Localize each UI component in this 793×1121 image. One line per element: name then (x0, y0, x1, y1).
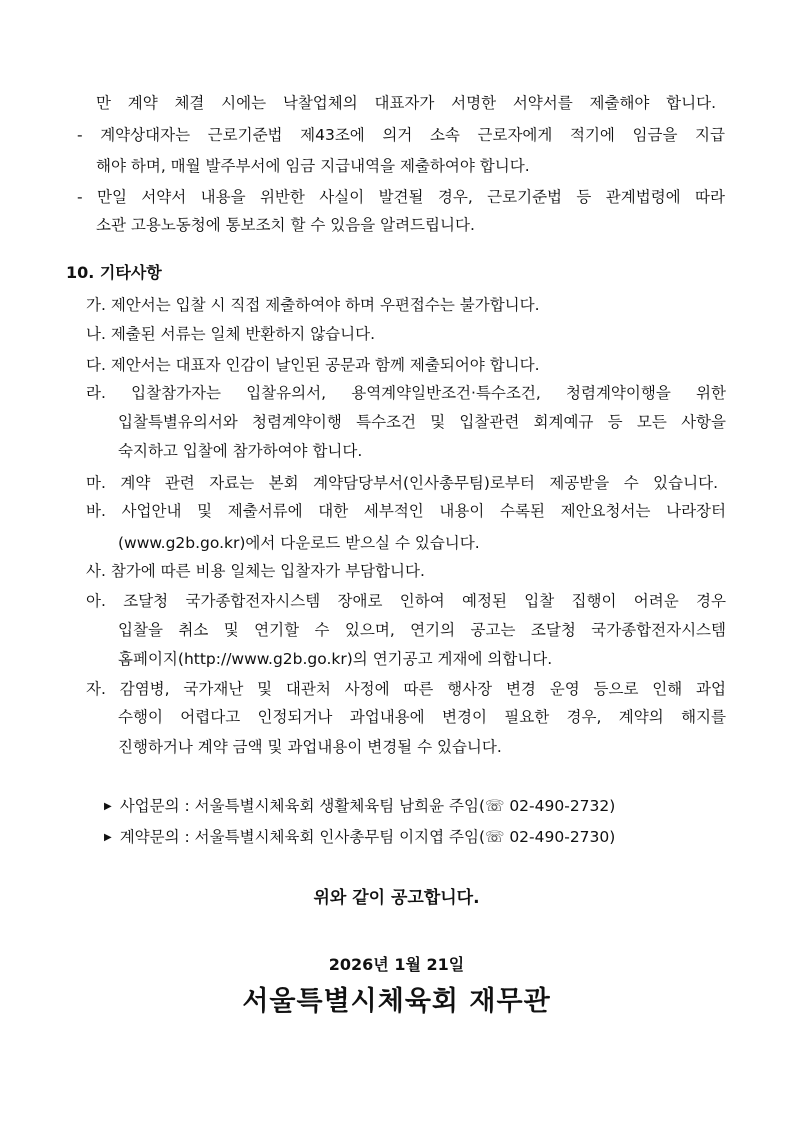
item-a-line-3: 홈페이지(http://www.g2b.go.kr)의 연기공고 게재에 의합니다. (118, 650, 553, 668)
intro-line-2: - 계약상대자는 근로기준법 제43조에 의거 소속 근로자에게 적기에 임금을 지급 (77, 126, 725, 144)
item-ma: 마. 계약 관련 자료는 본회 계약담당부서(인사총무팀)로부터 제공받을 수 있습니다. (86, 474, 718, 492)
announcement-date: 2026년 1월 21일 (328, 955, 465, 974)
closing-statement: 위와 같이 공고합니다. (313, 888, 480, 908)
contact-contract-text: 계약문의 : 서울특별시체육회 인사총무팀 이지엽 주임(☏ 02-490-2730) (119, 828, 616, 846)
item-a-line-2: 입찰을 취소 및 연기할 수 있으며, 연기의 공고는 조달청 국가종합전자시스템 (118, 621, 726, 639)
item-ra-line-3: 숙지하고 입찰에 참가하여야 합니다. (118, 442, 363, 460)
intro-line-3: 해야 하며, 매월 발주부서에 임금 지급내역을 제출하여야 합니다. (96, 157, 530, 175)
contact-business-text: 사업문의 : 서울특별시체육회 생활체육팀 남희윤 주임(☏ 02-490-2732) (119, 797, 616, 815)
item-ja-line-3: 진행하거나 계약 금액 및 과업내용이 변경될 수 있습니다. (118, 738, 502, 756)
triangle-right-icon: ▶ (104, 832, 112, 843)
intro-line-5: 소관 고용노동청에 통보조치 할 수 있음을 알려드립니다. (96, 216, 475, 234)
contact-contract (104, 827, 615, 848)
issuing-organization: 서울특별시체육회 재무관 (242, 986, 551, 1017)
intro-line-4: - 만일 서약서 내용을 위반한 사실이 발견될 경우, 근로기준법 등 관계법령에 따라 (77, 188, 725, 206)
contact-business (104, 796, 615, 817)
section-heading: 10. 기타사항 (66, 263, 162, 282)
item-ba-line-2: (www.g2b.go.kr)에서 다운로드 받으실 수 있습니다. (118, 534, 480, 552)
intro-line-1: 만 계약 체결 시에는 낙찰업체의 대표자가 서명한 서약서를 제출해야 합니다. (96, 94, 716, 112)
item-sa: 사. 참가에 따른 비용 일체는 입찰자가 부담합니다. (86, 562, 425, 580)
item-ja-line-1: 자. 감염병, 국가재난 및 대관처 사정에 따른 행사장 변경 운영 등으로 인해 과업 (86, 680, 726, 698)
triangle-right-icon: ▶ (104, 801, 112, 812)
item-a-line-1: 아. 조달청 국가종합전자시스템 장애로 인하여 예정된 입찰 집행이 어려운 경우 (86, 592, 726, 610)
item-da: 다. 제안서는 대표자 인감이 날인된 공문과 함께 제출되어야 합니다. (86, 356, 540, 374)
item-ba-line-1: 바. 사업안내 및 제출서류에 대한 세부적인 내용이 수록된 제안요청서는 나라장터 (86, 502, 726, 520)
item-ga: 가. 제안서는 입찰 시 직접 제출하여야 하며 우편접수는 불가합니다. (86, 296, 540, 314)
item-ja-line-2: 수행이 어렵다고 인정되거나 과업내용에 변경이 필요한 경우, 계약의 해지를 (118, 708, 726, 726)
item-ra-line-1: 라. 입찰참가자는 입찰유의서, 용역계약일반조건·특수조건, 청렴계약이행을 위한 (86, 384, 726, 402)
item-ra-line-2: 입찰특별유의서와 청렴계약이행 특수조건 및 입찰관련 회계예규 등 모든 사항을 (118, 413, 726, 431)
item-na: 나. 제출된 서류는 일체 반환하지 않습니다. (86, 325, 376, 343)
